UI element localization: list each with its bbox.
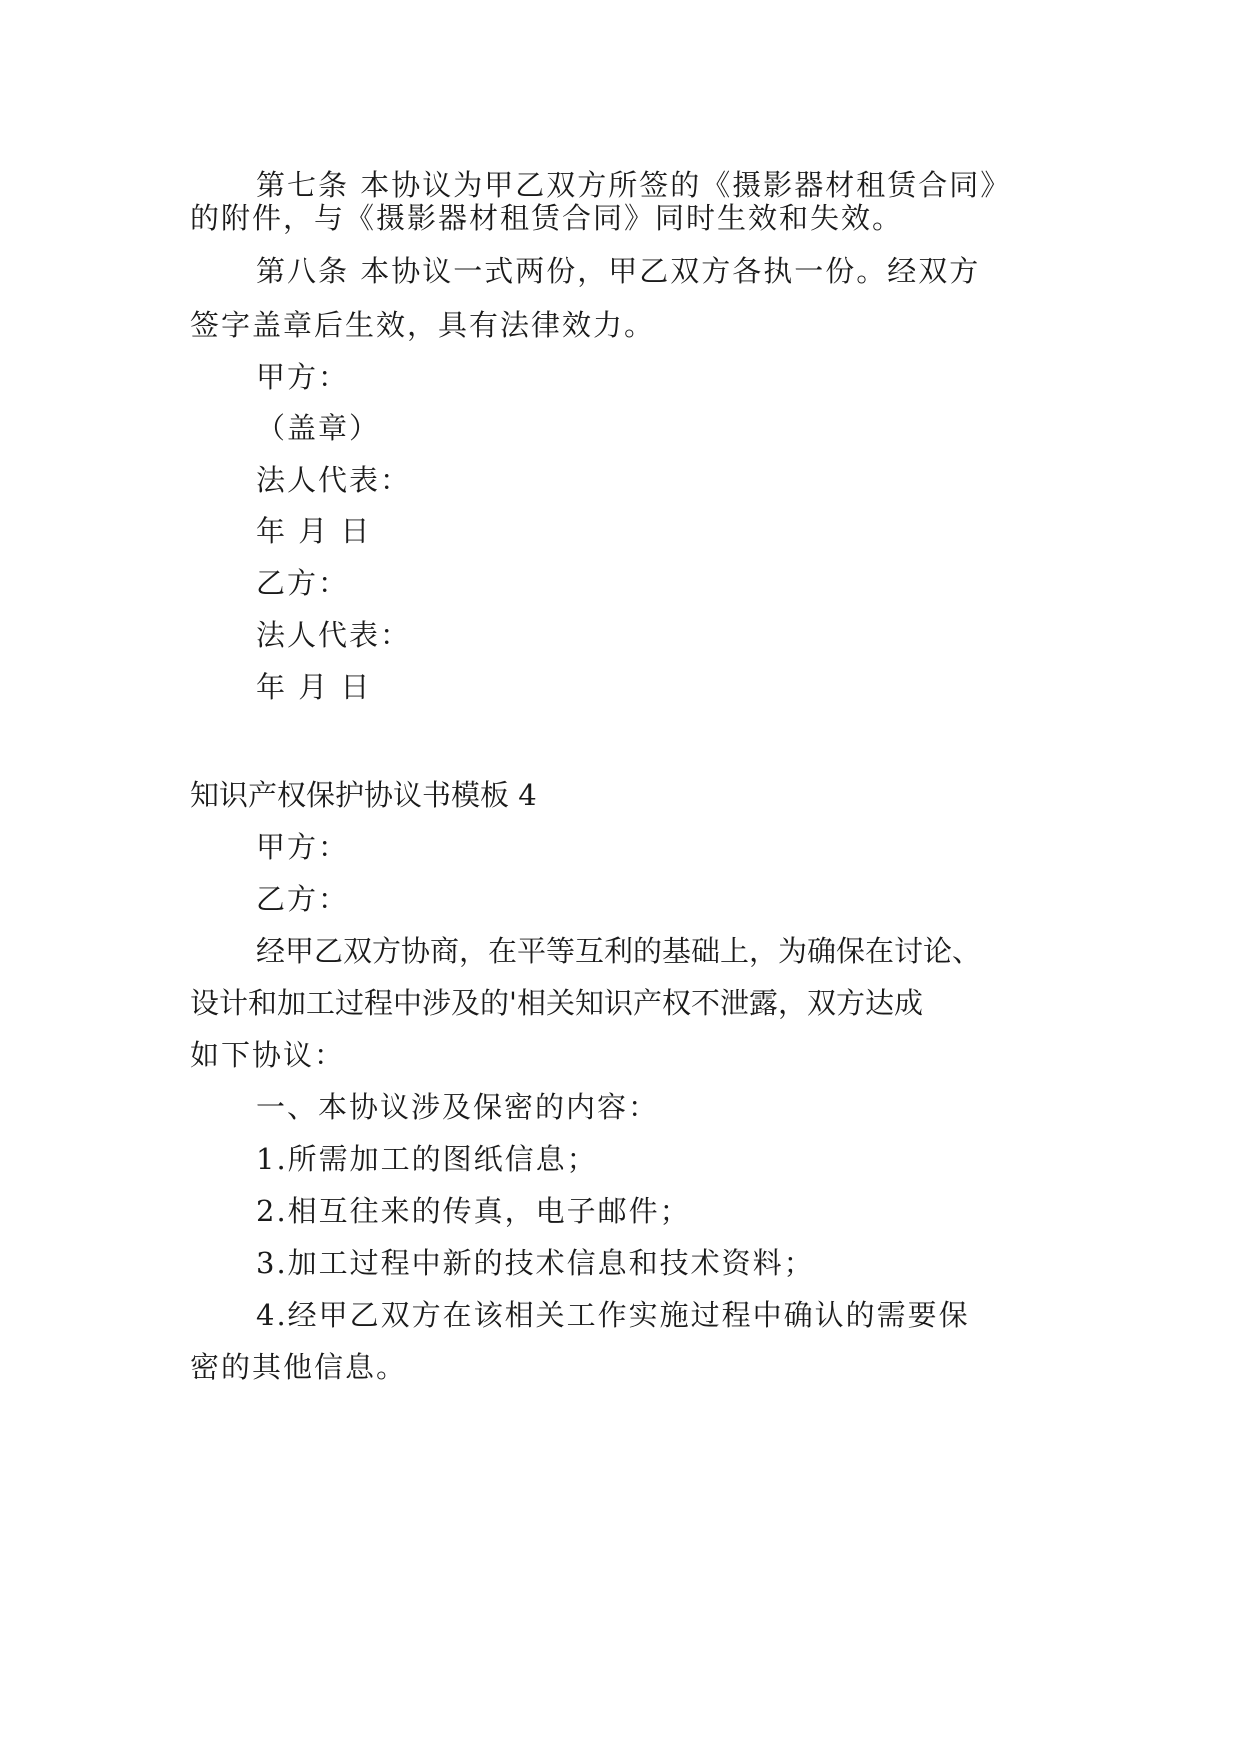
date-line-b: 年 月 日 xyxy=(256,670,372,704)
article-7-line-2: 的附件，与《摄影器材租赁合同》同时生效和失效。 xyxy=(190,201,904,235)
intro-line-3: 如下协议： xyxy=(190,1038,346,1072)
legal-rep-label-a: 法人代表： xyxy=(256,463,412,497)
party-b-label: 乙方： xyxy=(256,566,350,600)
clause-1-item-1: 1.所需加工的图纸信息； xyxy=(256,1142,598,1176)
clause-1-item-3: 3.加工过程中新的技术信息和技术资料； xyxy=(256,1246,815,1280)
party-b-field: 乙方： xyxy=(256,882,350,916)
clause-1-item-4-line-2: 密的其他信息。 xyxy=(190,1350,408,1384)
clause-1-heading: 一、本协议涉及保密的内容： xyxy=(256,1090,660,1124)
section-title: 知识产权保护协议书模板 4 xyxy=(190,778,537,812)
article-8-line-2: 签字盖章后生效，具有法律效力。 xyxy=(190,308,656,342)
party-a-field: 甲方： xyxy=(256,830,350,864)
article-8-line-1: 第八条 本协议一式两份，甲乙双方各执一份。经双方 xyxy=(256,254,981,288)
date-line-a: 年 月 日 xyxy=(256,514,372,548)
article-7-line-1: 第七条 本协议为甲乙双方所签的《摄影器材租赁合同》 xyxy=(256,168,1012,202)
clause-1-item-2: 2.相互往来的传真，电子邮件； xyxy=(256,1194,691,1228)
intro-line-2: 设计和加工过程中涉及的'相关知识产权不泄露，双方达成 xyxy=(190,986,923,1020)
party-a-label: 甲方： xyxy=(256,360,350,394)
seal-label: （盖章） xyxy=(256,411,381,445)
clause-1-item-4-line-1: 4.经甲乙双方在该相关工作实施过程中确认的需要保 xyxy=(256,1298,970,1332)
legal-rep-label-b: 法人代表： xyxy=(256,618,412,652)
intro-line-1: 经甲乙双方协商，在平等互利的基础上，为确保在讨论、 xyxy=(256,934,982,968)
